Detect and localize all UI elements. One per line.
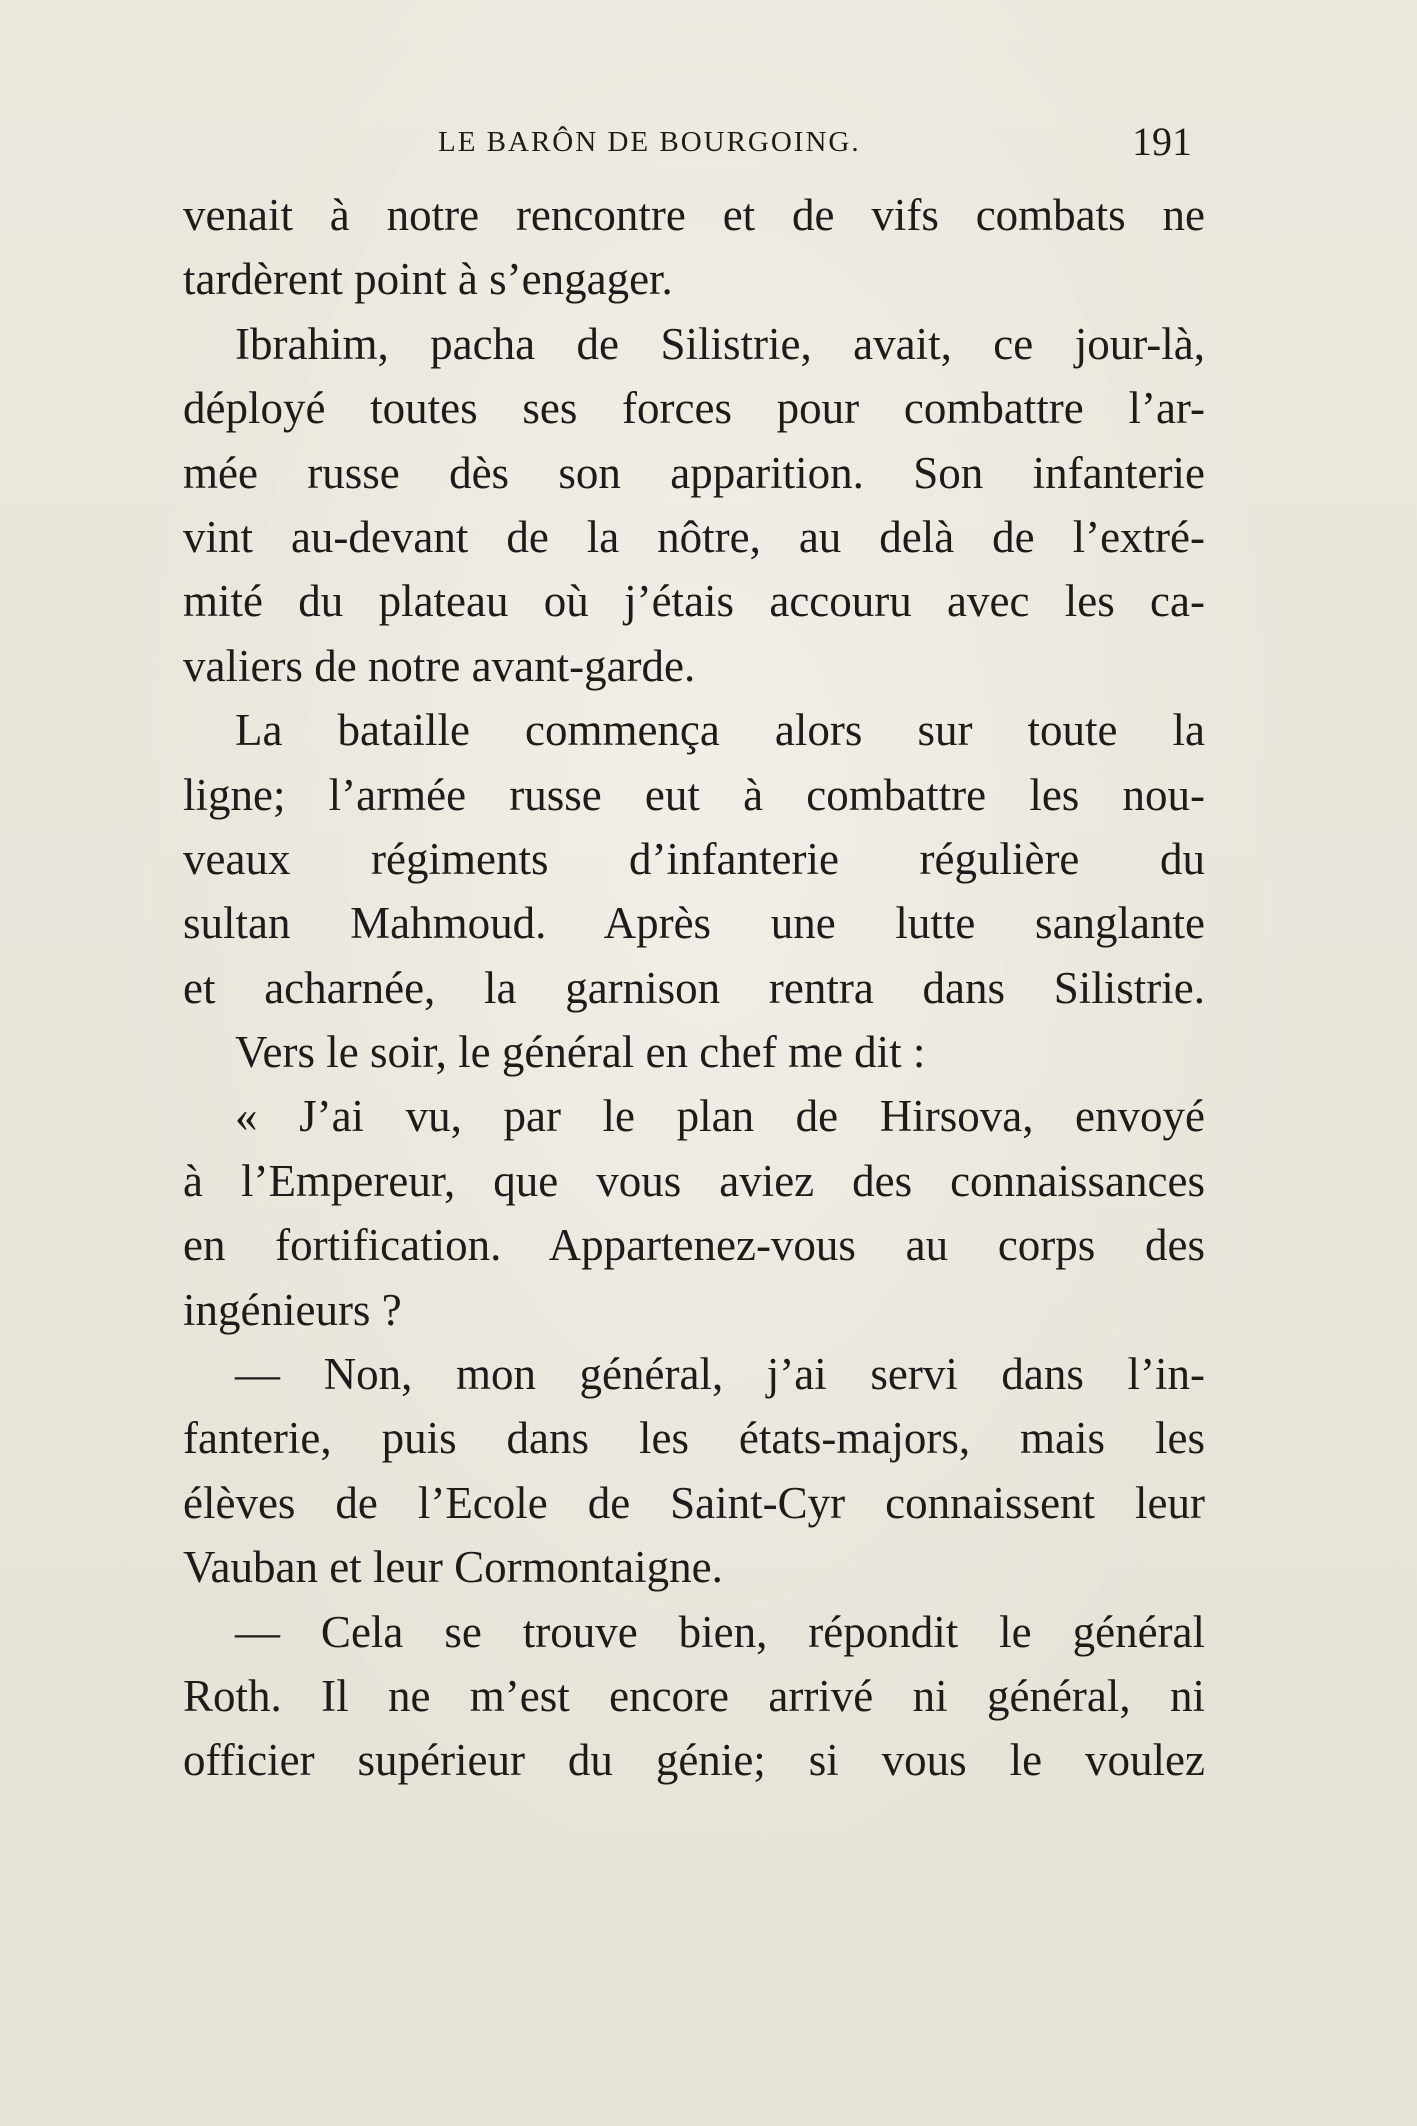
text-line: officier supérieur du génie; si vous le voulez	[183, 1735, 1205, 1786]
text-line: venait à notre rencontre et de vifs combats ne	[183, 190, 1205, 240]
text-line: vint au-devant de la nôtre, au delà de l’extré-	[183, 511, 1205, 562]
page-header	[185, 118, 1192, 168]
paragraph-first-line: — Non, mon général, j’ai servi dans l’in-	[235, 1349, 1205, 1400]
running-title: LE BARÔN DE BOURGOING.	[438, 126, 861, 158]
paragraph-first-line: Vers le soir, le général en chef me dit :	[235, 1027, 926, 1078]
paragraph-first-line: « J’ai vu, par le plan de Hirsova, envoyé	[235, 1091, 1205, 1142]
text-line: déployé toutes ses forces pour combattre l’ar-	[183, 383, 1205, 434]
text-line: Vauban et leur Cormontaigne.	[183, 1542, 723, 1593]
body-text	[183, 183, 1205, 1793]
text-line: en fortification. Appartenez-vous au corps des	[183, 1220, 1205, 1271]
text-line: à l’Empereur, que vous aviez des connaissances	[183, 1155, 1205, 1206]
text-line: tardèrent point à s’engager.	[183, 254, 673, 305]
text-line: élèves de l’Ecole de Saint-Cyr connaissent leur	[183, 1477, 1205, 1528]
text-line: sultan Mahmoud. Après une lutte sanglante	[183, 898, 1205, 949]
text-line: fanterie, puis dans les états-majors, mais les	[183, 1413, 1205, 1464]
paragraph-first-line: — Cela se trouve bien, répondit le général	[235, 1606, 1205, 1657]
text-line: mée russe dès son apparition. Son infanterie	[183, 447, 1205, 498]
page-number: 191	[1132, 119, 1192, 164]
text-line: veaux régiments d’infanterie régulière du	[183, 833, 1205, 884]
text-line: ingénieurs ?	[183, 1284, 402, 1335]
text-line: mité du plateau où j’étais accouru avec les ca-	[183, 576, 1205, 627]
text-line: Roth. Il ne m’est encore arrivé ni général, ni	[183, 1670, 1205, 1721]
text-line: valiers de notre avant-garde.	[183, 640, 696, 691]
paragraph-first-line: Ibrahim, pacha de Silistrie, avait, ce jour-là,	[235, 318, 1205, 369]
text-line: et acharnée, la garnison rentra dans Silistrie.	[183, 962, 1205, 1013]
paragraph-first-line: La bataille commença alors sur toute la	[235, 705, 1205, 756]
text-line: ligne; l’armée russe eut à combattre les nou-	[183, 769, 1205, 820]
